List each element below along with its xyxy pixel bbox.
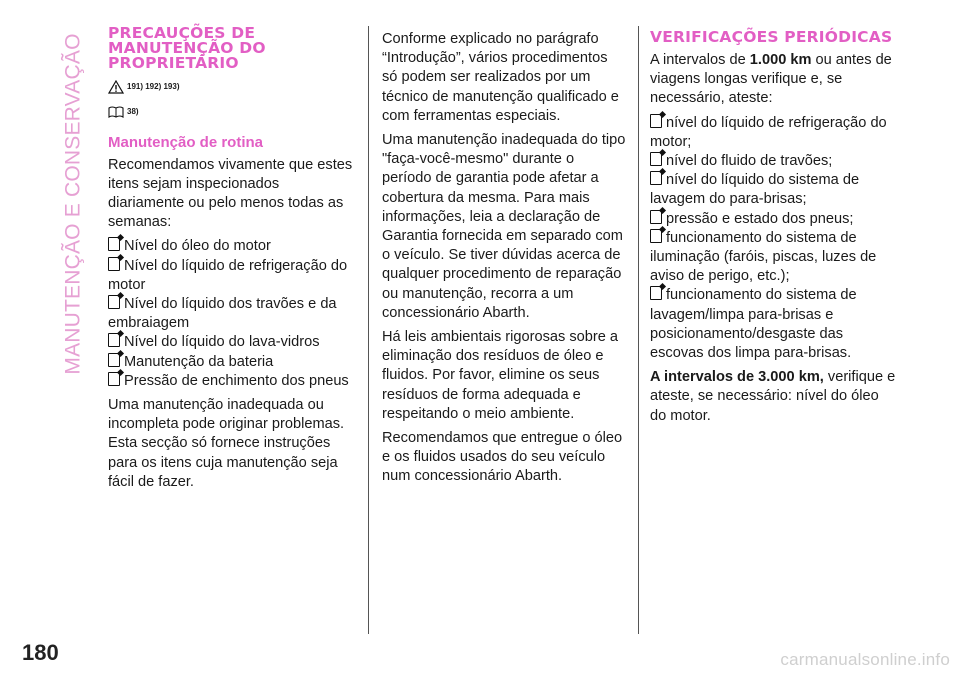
intro-interval: 1.000 km xyxy=(749,52,812,68)
warning-references xyxy=(108,77,353,96)
list-item xyxy=(108,237,353,256)
note-references xyxy=(108,102,353,121)
note-refs-text: 38) xyxy=(127,107,139,117)
periodic-closing xyxy=(650,368,898,426)
list-item xyxy=(108,257,353,295)
note-book-icon xyxy=(108,105,124,119)
list-item xyxy=(108,295,353,333)
list-item xyxy=(650,114,898,152)
periodic-intro xyxy=(650,51,898,109)
warning-refs-text: 191) 192) 193) xyxy=(127,82,180,91)
intro-suffix: ou antes de viagens longas verifique e, se necessário, ateste: xyxy=(650,52,892,107)
column-periodic-checks xyxy=(650,30,898,431)
checkbox-bullet-icon xyxy=(650,152,662,166)
checkbox-bullet-icon xyxy=(108,257,120,271)
paragraph-introduction: Conforme explicado no parágrafo “Introdução”, vários procedimentos só podem ser realizados por um técnico de manutenção qualificado e com ferramentas especiais. xyxy=(382,31,619,124)
warning-icon xyxy=(108,80,124,94)
checkbox-bullet-icon xyxy=(650,286,662,300)
checkbox-bullet-icon xyxy=(108,372,120,386)
section-title-text: MANUTENÇÃO E CONSERVAÇÃO xyxy=(62,33,85,375)
list-item xyxy=(650,171,898,209)
column-divider xyxy=(368,26,369,634)
paragraph-warranty: Uma manutenção inadequada do tipo "faça-você-mesmo" durante o período de garantia pode afetar a cobertura da mesma. Para mais informações, leia a declaração de Garantia fornecida em separado com o veículo. Se tiver dúvidas acerca de qualquer procedimento de reparação ou manutenção, recorra a um concessionário Abarth. xyxy=(382,132,626,321)
checkbox-bullet-icon xyxy=(108,295,120,309)
list-item-text: Nível do líquido dos travões e da embraiagem xyxy=(108,296,337,332)
list-item xyxy=(650,210,898,229)
paragraph-environment: Há leis ambientais rigorosas sobre a eliminação dos resíduos de óleo e fluidos. Por favor, elimine os seus resíduos de forma adequada e respeitando o meio ambiente. xyxy=(382,329,619,422)
list-item-text: nível do líquido do sistema de lavagem do para-brisas; xyxy=(650,172,860,208)
column-owner-maintenance xyxy=(108,26,353,497)
heading-periodic-checks: VERIFICAÇÕES PERIÓDICAS xyxy=(650,28,893,46)
list-item-text: nível do líquido de refrigeração do motor; xyxy=(650,114,887,150)
closing-rest: verifique e ateste, se necessário: nível do óleo do motor. xyxy=(650,369,896,424)
list-item-text: nível do fluido de travões; xyxy=(666,153,833,170)
checkbox-bullet-icon xyxy=(108,237,120,251)
list-item xyxy=(108,372,353,391)
list-item xyxy=(108,333,353,352)
checkbox-bullet-icon xyxy=(650,229,662,243)
subheading-routine-maintenance: Manutenção de rotina xyxy=(108,134,264,152)
list-item-text: pressão e estado dos pneus; xyxy=(666,210,854,227)
routine-closing: Uma manutenção inadequada ou incompleta pode originar problemas. Esta secção só fornece instruções para os itens cuja manutenção seja fácil de fazer. xyxy=(108,397,345,490)
list-item xyxy=(650,229,898,287)
checkbox-bullet-icon xyxy=(650,114,662,128)
periodic-check-list xyxy=(650,114,898,364)
closing-interval: A intervalos de 3.000 km, xyxy=(650,369,824,386)
page-number: 180 xyxy=(22,640,59,665)
routine-intro: Recomendamos vivamente que estes itens sejam inspecionados diariamente ou pelo menos todas as semanas: xyxy=(108,156,353,231)
checkbox-bullet-icon xyxy=(650,171,662,185)
section-title-vertical xyxy=(48,24,100,384)
checkbox-bullet-icon xyxy=(108,333,120,347)
routine-check-list xyxy=(108,237,353,391)
list-item-text: Nível do líquido do lava-vidros xyxy=(124,334,320,351)
list-item-text: funcionamento do sistema de lavagem/limpa para-brisas e posicionamento/desgaste das escovas dos limpa para-brisas. xyxy=(650,287,857,362)
column-divider xyxy=(638,26,639,634)
list-item-text: Nível do líquido de refrigeração do motor xyxy=(108,257,348,293)
checkbox-bullet-icon xyxy=(650,210,662,224)
watermark: carmanualsonline.info xyxy=(780,650,950,669)
list-item xyxy=(650,152,898,171)
heading-owner-maintenance: PRECAUÇÕES DE MANUTENÇÃO DO PROPRIETÁRIO xyxy=(108,24,266,72)
intro-prefix: A intervalos de xyxy=(650,52,750,68)
list-item xyxy=(108,353,353,372)
list-item-text: Manutenção da bateria xyxy=(124,353,274,370)
paragraph-dealer: Recomendamos que entregue o óleo e os fluidos usados do seu veículo num concessionário Abarth. xyxy=(382,430,623,485)
list-item-text: funcionamento do sistema de iluminação (faróis, piscas, luzes de aviso de perigo, etc.); xyxy=(650,229,877,285)
list-item-text: Nível do óleo do motor xyxy=(124,238,271,255)
checkbox-bullet-icon xyxy=(108,353,120,367)
list-item-text: Pressão de enchimento dos pneus xyxy=(124,372,349,389)
column-maintenance-notes xyxy=(382,30,626,492)
list-item xyxy=(650,286,898,363)
